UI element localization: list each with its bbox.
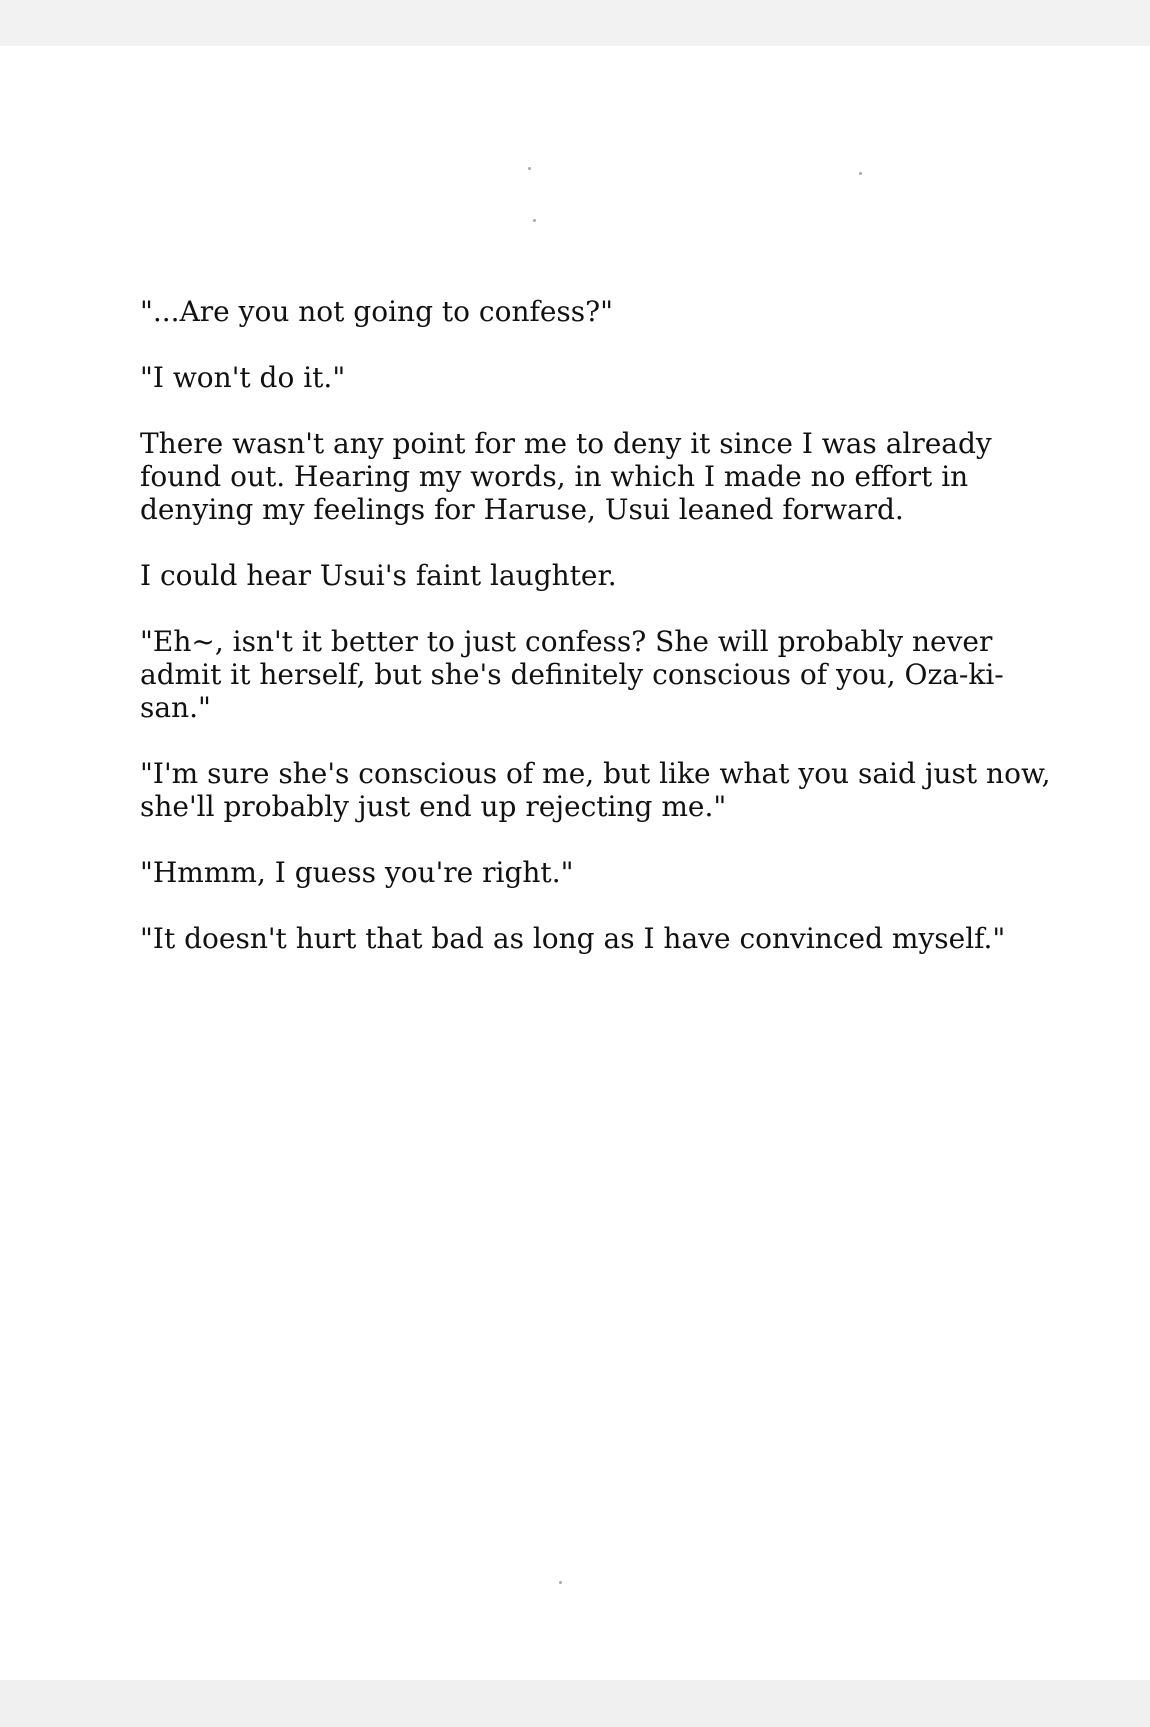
paragraph: There wasn't any point for me to deny it since I was already found out. Hearing my words, in which I made no effort in denying my feelings for Haruse, Usui leaned forward. xyxy=(140,427,992,526)
paragraph: "I won't do it." xyxy=(140,361,346,394)
scan-speck xyxy=(859,172,862,175)
top-margin-band xyxy=(0,0,1150,46)
paragraph: "I'm sure she's conscious of me, but like what you said just now, she'll probably just end up rejecting me." xyxy=(140,757,1051,823)
paragraph: "Hmmm, I guess you're right." xyxy=(140,856,574,889)
scan-speck xyxy=(559,1581,562,1584)
story-text xyxy=(140,295,1060,988)
scan-speck xyxy=(528,167,531,170)
paragraph: "It doesn't hurt that bad as long as I have convinced myself." xyxy=(140,922,1006,955)
scan-speck xyxy=(533,219,536,222)
bottom-margin-band xyxy=(0,1680,1150,1727)
paragraph: "Eh~, isn't it better to just confess? She will probably never admit it herself, but she's definitely conscious of you, Oza-ki-san." xyxy=(140,625,1004,724)
paragraph: I could hear Usui's faint laughter. xyxy=(140,559,617,592)
paragraph: "...Are you not going to confess?" xyxy=(140,295,614,328)
